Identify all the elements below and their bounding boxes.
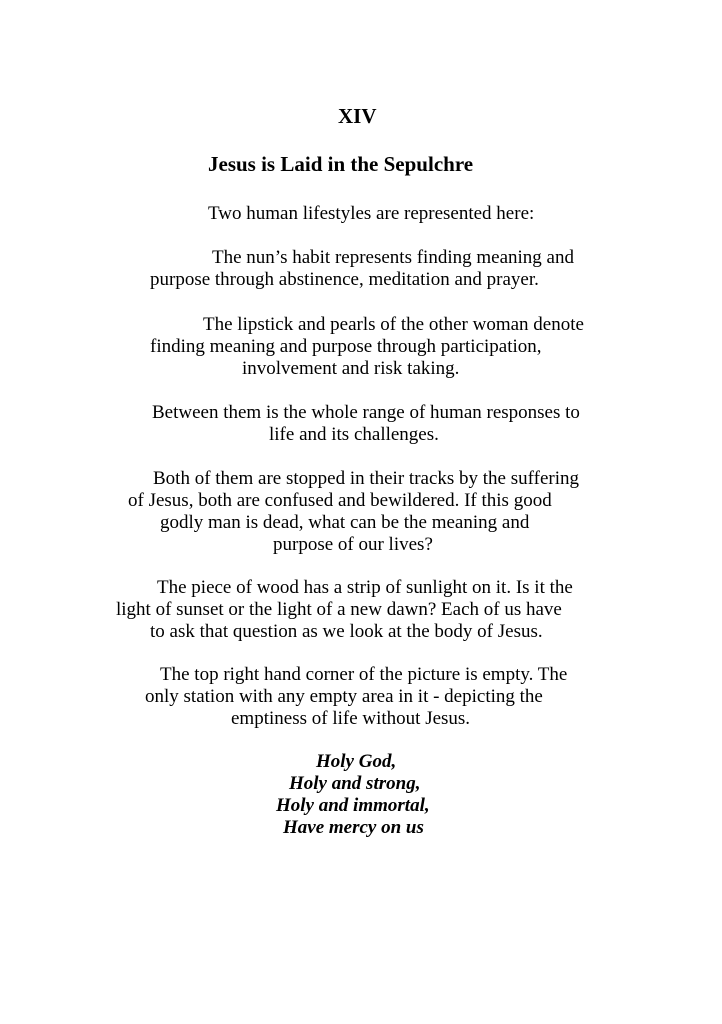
paragraph-7-line-1: The top right hand corner of the picture is empty. The bbox=[160, 664, 568, 685]
paragraph-4-line-1: Between them is the whole range of human responses to bbox=[152, 402, 580, 423]
paragraph-5-line-4: purpose of our lives? bbox=[273, 534, 433, 555]
paragraph-2-line-2: purpose through abstinence, meditation and prayer. bbox=[150, 269, 539, 290]
prayer-line-2: Holy and strong, bbox=[289, 773, 421, 794]
paragraph-1-line-1: Two human lifestyles are represented here: bbox=[208, 203, 535, 224]
paragraph-5-line-1: Both of them are stopped in their tracks by the suffering bbox=[153, 468, 579, 489]
paragraph-4-line-2: life and its challenges. bbox=[269, 424, 439, 445]
paragraph-3-line-1: The lipstick and pearls of the other woman denote bbox=[203, 314, 584, 335]
paragraph-6-line-1: The piece of wood has a strip of sunlight on it. Is it the bbox=[157, 577, 573, 598]
prayer-line-4: Have mercy on us bbox=[283, 817, 424, 838]
paragraph-6-line-3: to ask that question as we look at the body of Jesus. bbox=[150, 621, 543, 642]
paragraph-7-line-2: only station with any empty area in it - depicting the bbox=[145, 686, 543, 707]
page-title: Jesus is Laid in the Sepulchre bbox=[208, 152, 474, 176]
paragraph-2-line-1: The nun’s habit represents finding meaning and bbox=[212, 247, 574, 268]
paragraph-5-line-3: godly man is dead, what can be the meaning and bbox=[160, 512, 530, 533]
prayer-line-1: Holy God, bbox=[316, 751, 397, 772]
paragraph-3-line-2: finding meaning and purpose through participation, bbox=[150, 336, 542, 357]
paragraph-7-line-3: emptiness of life without Jesus. bbox=[231, 708, 471, 729]
paragraph-3-line-3: involvement and risk taking. bbox=[242, 358, 460, 379]
prayer-line-3: Holy and immortal, bbox=[276, 795, 430, 816]
paragraph-6-line-2: light of sunset or the light of a new dawn? Each of us have bbox=[116, 599, 562, 620]
paragraph-5-line-2: of Jesus, both are confused and bewildered. If this good bbox=[128, 490, 552, 511]
station-number: XIV bbox=[338, 104, 377, 128]
